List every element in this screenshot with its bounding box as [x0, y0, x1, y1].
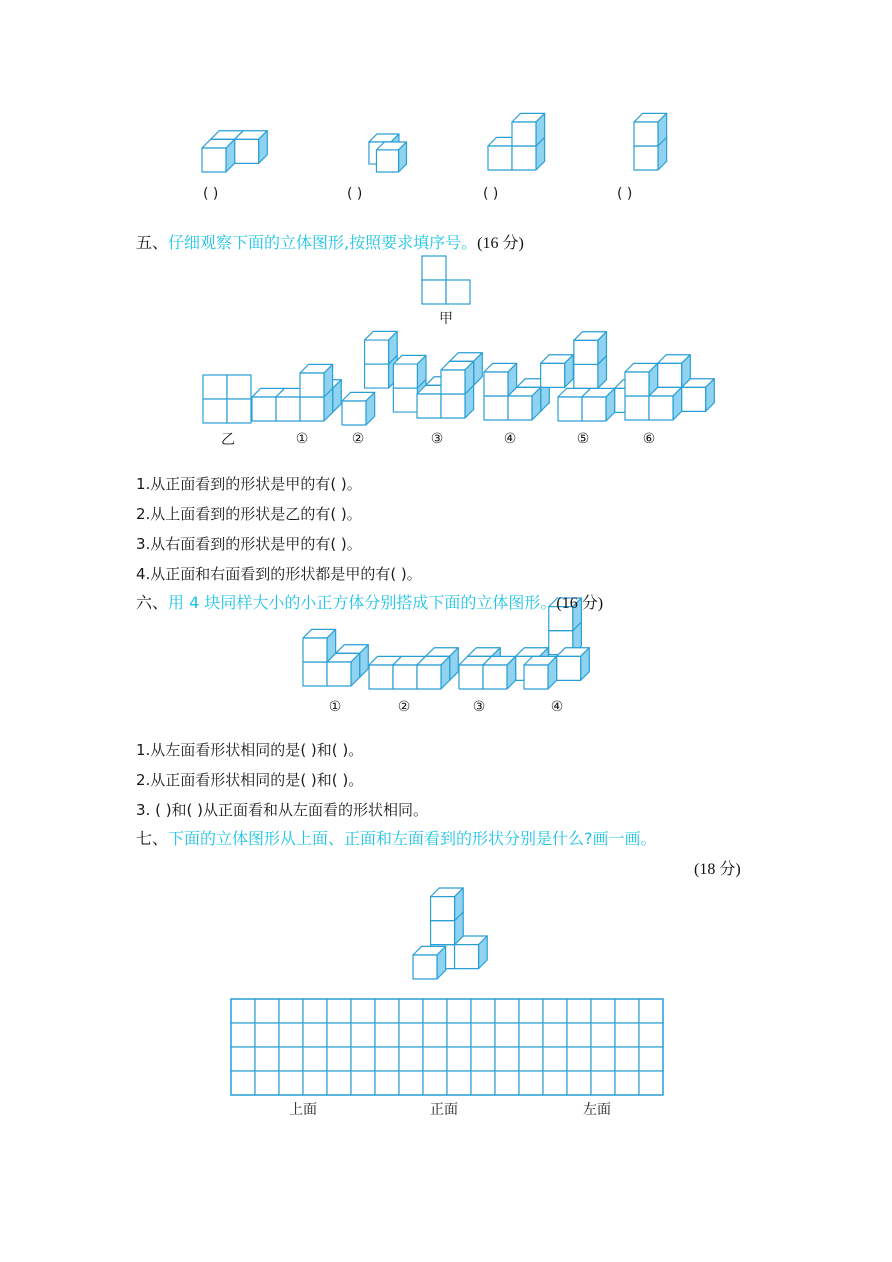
s6-fig-3-cube-3-front [483, 665, 507, 689]
grid-2-cell-1-1 [543, 1023, 567, 1047]
grid-2-cell-2-2 [567, 1047, 591, 1071]
section7-points: (18 分) [694, 861, 741, 878]
section5-question-1: 1.从正面看到的形状是甲的有( )。 [136, 475, 362, 493]
s7-fig-cube-1-front [455, 945, 479, 969]
grid-1-cell-2-0 [375, 1047, 399, 1071]
section5-number: 五、 [136, 233, 169, 252]
grid-0-cell-1-1 [255, 1023, 279, 1047]
grid-1-cell-0-5 [495, 999, 519, 1023]
s6-figure-label-3: ③ [472, 699, 486, 715]
grid-1-cell-2-2 [423, 1047, 447, 1071]
grid-2-cell-0-1 [543, 999, 567, 1023]
grid-1-cell-0-4 [471, 999, 495, 1023]
grid-1-cell-1-1 [399, 1023, 423, 1047]
grid-2-cell-1-0 [519, 1023, 543, 1047]
grid-0-cell-0-0 [231, 999, 255, 1023]
s5-fig-5-cube-3-front [558, 397, 582, 421]
top-fig-2-cube-1-front [376, 150, 398, 172]
grid-1-cell-0-1 [399, 999, 423, 1023]
grid-1-cell-1-2 [423, 1023, 447, 1047]
grid-1-cell-3-2 [423, 1071, 447, 1095]
grid-0-cell-1-0 [231, 1023, 255, 1047]
s5-fig-5-cube-4-front [582, 397, 606, 421]
grid-0-cell-3-1 [255, 1071, 279, 1095]
s5-fig-2-cube-1-front [365, 364, 389, 388]
grid-2-cell-0-5 [639, 999, 663, 1023]
yi-square-4 [227, 399, 251, 423]
figure-label-3: ③ [430, 431, 444, 447]
grid-2-cell-2-5 [639, 1047, 663, 1071]
top-fig-3-cube-1-front [512, 146, 536, 170]
s5-fig-2-cube-2-front [393, 364, 417, 388]
section5-question-4: 4.从正面和右面看到的形状都是甲的有( )。 [136, 565, 422, 583]
figure-label-6: ⑥ [642, 431, 656, 447]
s5-fig-1-cube-3-front [300, 397, 324, 421]
s5-fig-2-cube-3-front [365, 340, 389, 364]
grid-1-cell-3-5 [495, 1071, 519, 1095]
grid-0-cell-2-2 [279, 1047, 303, 1071]
grid-0-cell-2-5 [351, 1047, 375, 1071]
section5-heading [136, 232, 524, 255]
grid-2-cell-3-1 [543, 1071, 567, 1095]
grid-1-cell-1-5 [495, 1023, 519, 1047]
grid-2-cell-2-1 [543, 1047, 567, 1071]
grid-label-front: 正面 [430, 1102, 458, 1118]
grid-1-cell-1-0 [375, 1023, 399, 1047]
s5-fig-6-cube-1-front [658, 363, 682, 387]
jia-square-bottom-right [446, 280, 470, 304]
s5-fig-6-cube-4-front [625, 372, 649, 396]
answer-blank-top-3[interactable]: ( ) [483, 186, 499, 202]
grid-1-cell-2-4 [471, 1047, 495, 1071]
grid-1-cell-3-1 [399, 1071, 423, 1095]
top-fig-3-cube-0-front [488, 146, 512, 170]
s6-fig-1-cube-2-front [327, 662, 351, 686]
grid-2-cell-0-0 [519, 999, 543, 1023]
grid-0-cell-0-4 [327, 999, 351, 1023]
section6-question-1: 1.从左面看形状相同的是( )和( )。 [136, 741, 364, 759]
yi-square-1 [203, 375, 227, 399]
grid-label-top: 上面 [289, 1102, 317, 1118]
grid-1-cell-3-4 [471, 1071, 495, 1095]
grid-0-cell-2-4 [327, 1047, 351, 1071]
grid-0-cell-0-1 [255, 999, 279, 1023]
s6-fig-3-cube-2-front [459, 665, 483, 689]
section7-number: 七、 [136, 829, 169, 848]
s6-figure-label-1: ① [328, 699, 342, 715]
grid-1-cell-2-5 [495, 1047, 519, 1071]
top-fig-3-cube-2-front [512, 122, 536, 146]
s7-fig-cube-2-front [431, 921, 455, 945]
section6-question-2: 2.从正面看形状相同的是( )和( )。 [136, 771, 364, 789]
grid-0-cell-3-5 [351, 1071, 375, 1095]
grid-1-cell-1-3 [447, 1023, 471, 1047]
grid-2-cell-3-4 [615, 1071, 639, 1095]
s5-fig-1-cube-4-front [300, 373, 324, 397]
grid-0-cell-0-2 [279, 999, 303, 1023]
grid-2-cell-1-4 [615, 1023, 639, 1047]
s5-fig-3-cube-4-front [441, 370, 465, 394]
grid-2-cell-3-2 [567, 1071, 591, 1095]
figure-label-1: ① [295, 431, 309, 447]
grid-2-cell-2-4 [615, 1047, 639, 1071]
s5-fig-1-cube-2-front [276, 397, 300, 421]
s5-fig-4-cube-2-front [484, 396, 508, 420]
top-fig-4-cube-1-front [634, 122, 658, 146]
s5-fig-6-cube-3-front [649, 396, 673, 420]
grid-1-cell-2-3 [447, 1047, 471, 1071]
grid-2-cell-0-4 [615, 999, 639, 1023]
answer-blank-top-1[interactable]: ( ) [203, 186, 219, 202]
s6-fig-4-cube-2-front [557, 656, 581, 680]
grid-0-cell-1-2 [279, 1023, 303, 1047]
section6-points: (16 分) [556, 595, 604, 612]
grid-0-cell-3-4 [327, 1071, 351, 1095]
grid-2-cell-1-3 [591, 1023, 615, 1047]
s7-fig-cube-3-front [431, 897, 455, 921]
yi-square-3 [203, 399, 227, 423]
s6-fig-2-cube-1-front [369, 665, 393, 689]
grid-1-cell-0-3 [447, 999, 471, 1023]
figure-yi-label: 乙 [221, 432, 235, 448]
s7-fig-cube-4-front [413, 955, 437, 979]
grid-2-cell-3-5 [639, 1071, 663, 1095]
s5-fig-4-cube-1-front [541, 363, 565, 387]
grid-2-cell-2-0 [519, 1047, 543, 1071]
grid-1-cell-3-3 [447, 1071, 471, 1095]
grid-2-cell-3-3 [591, 1071, 615, 1095]
grid-1-cell-0-0 [375, 999, 399, 1023]
grid-0-cell-2-0 [231, 1047, 255, 1071]
grid-0-cell-0-3 [303, 999, 327, 1023]
top-fig-1-cube-2-front [202, 148, 226, 172]
figure-label-4: ④ [503, 431, 517, 447]
section6-question-3: 3. ( )和( )从正面看和从左面看的形状相同。 [136, 801, 429, 819]
section6-number: 六、 [136, 593, 169, 612]
s5-fig-2-cube-0-front [393, 388, 417, 412]
s5-fig-4-cube-3-front [508, 396, 532, 420]
s5-fig-5-cube-2-front [574, 340, 598, 364]
grid-2-cell-3-0 [519, 1071, 543, 1095]
answer-blank-top-2[interactable]: ( ) [347, 186, 363, 202]
grid-0-cell-2-3 [303, 1047, 327, 1071]
section7-instruction: 下面的立体图形从上面、正面和左面看到的形状分别是什么?画一画。 [168, 829, 657, 848]
grid-0-cell-2-1 [255, 1047, 279, 1071]
grid-1-cell-1-4 [471, 1023, 495, 1047]
s5-fig-3-cube-3-front [441, 394, 465, 418]
top-fig-1-cube-1-front [235, 139, 259, 163]
grid-0-cell-1-5 [351, 1023, 375, 1047]
s6-fig-4-cube-3-front [524, 665, 548, 689]
grid-1-cell-2-1 [399, 1047, 423, 1071]
grid-0-cell-1-3 [303, 1023, 327, 1047]
s5-fig-3-cube-2-front [417, 394, 441, 418]
grid-0-cell-0-5 [351, 999, 375, 1023]
section6-heading [136, 592, 603, 615]
grid-2-cell-1-5 [639, 1023, 663, 1047]
s6-figure-label-2: ② [397, 699, 411, 715]
section5-points: (16 分) [477, 235, 524, 252]
grid-label-left: 左面 [583, 1102, 611, 1118]
s6-figure-label-4: ④ [550, 699, 564, 715]
section7-heading [136, 828, 657, 850]
answer-blank-top-4[interactable]: ( ) [617, 186, 633, 202]
s6-fig-1-cube-3-front [303, 638, 327, 662]
jia-square-top [422, 256, 446, 280]
s5-fig-2-cube-4-front [342, 401, 366, 425]
s5-fig-6-cube-2-front [625, 396, 649, 420]
grid-2-cell-1-2 [567, 1023, 591, 1047]
s5-fig-4-cube-4-front [484, 372, 508, 396]
grid-2-cell-0-2 [567, 999, 591, 1023]
figure-jia-label: 甲 [439, 311, 453, 327]
figure-label-5: ⑤ [576, 431, 590, 447]
grid-2-cell-0-3 [591, 999, 615, 1023]
top-fig-4-cube-0-front [634, 146, 658, 170]
grid-1-cell-0-2 [423, 999, 447, 1023]
section5-question-2: 2.从上面看到的形状是乙的有( )。 [136, 505, 362, 523]
section5-instruction: 仔细观察下面的立体图形,按照要求填序号。 [168, 233, 478, 252]
grid-2-cell-2-3 [591, 1047, 615, 1071]
grid-0-cell-3-3 [303, 1071, 327, 1095]
s6-fig-1-cube-1-front [303, 662, 327, 686]
s6-fig-2-cube-3-front [417, 665, 441, 689]
section5-question-3: 3.从右面看到的形状是甲的有( )。 [136, 535, 362, 553]
jia-square-bottom-left [422, 280, 446, 304]
grid-0-cell-3-2 [279, 1071, 303, 1095]
section6-instruction: 用 4 块同样大小的小正方体分别搭成下面的立体图形。 [168, 593, 557, 612]
figure-label-2: ② [351, 431, 365, 447]
grid-0-cell-1-4 [327, 1023, 351, 1047]
yi-square-2 [227, 375, 251, 399]
s6-fig-2-cube-2-front [393, 665, 417, 689]
s5-fig-6-cube-0-front [682, 387, 706, 411]
s5-fig-5-cube-1-front [574, 364, 598, 388]
grid-1-cell-3-0 [375, 1071, 399, 1095]
s5-fig-1-cube-1-front [252, 397, 276, 421]
grid-0-cell-3-0 [231, 1071, 255, 1095]
